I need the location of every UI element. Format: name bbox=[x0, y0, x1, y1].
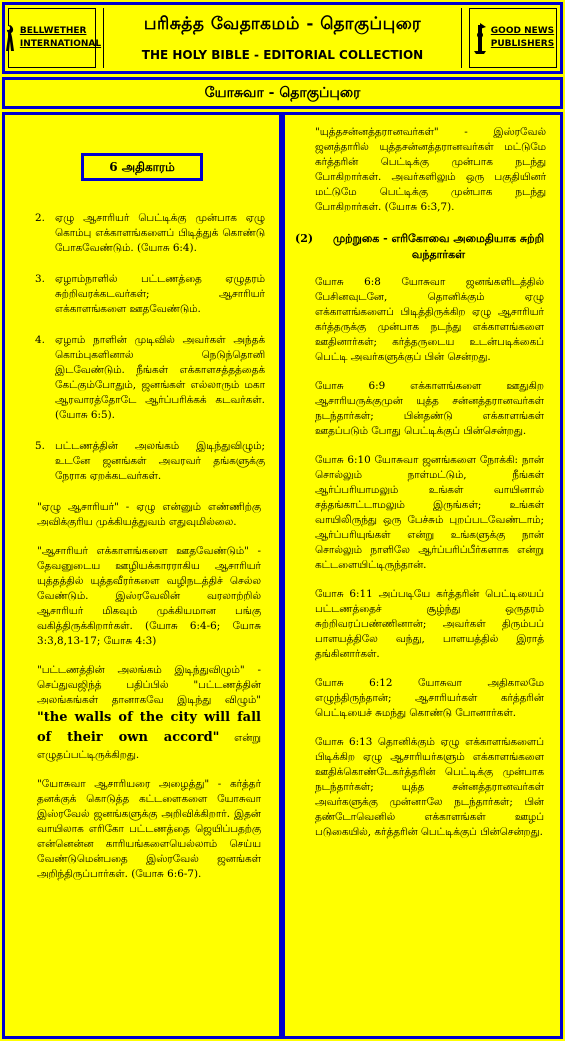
verse-item bbox=[35, 272, 265, 317]
walls-intro: "பட்டணத்தின் அலங்கம் இடிந்துவிழும்" - செப்துவஜிந்த் பதிப்பில் "பட்டணத்தின் அலங்கங்கள் தானாகவே இடிந்து விழும்" bbox=[37, 664, 261, 706]
verse-item bbox=[35, 333, 265, 423]
verse-number: 5. bbox=[35, 440, 45, 452]
right-column bbox=[282, 112, 563, 1039]
scripture-paragraph: யோசு 6:12 யோசுவா அதிகாலமே எழுந்திருந்தான்; ஆசாரியர்கள் கர்த்தரின் பெட்டியைச் சுமந்து கொண்டு போனார்கள். bbox=[315, 677, 544, 719]
publisher-logo-right bbox=[469, 8, 557, 68]
walls-paragraph bbox=[37, 663, 261, 763]
verse-text: ஏழாம்நாளில் பட்டணத்தை ஏழுதரம் சுற்றிவரக்கடவர்கள்; ஆசாரியர் எக்காளங்களை ஊதவேண்டும். bbox=[55, 273, 265, 315]
verse-text: ஏழாம் நாளின் முடிவில் அவர்கள் அந்தக் கொம்புகளினால் நெடுந்தொனி இடவேண்டும். நீங்கள் எக்காளசத்தத்தைக் கேட்கும்போதும், ஜனங்கள் எல்லாரும் மகா ஆரவாரத்தோடே ஆர்ப்பரிக்கக் கடவர்கள். (யோசு 6:5). bbox=[55, 334, 265, 421]
verse-number: 2. bbox=[35, 212, 45, 224]
scripture-paragraph: யோசு 6:9 எக்காளங்களை ஊதுகிற ஆசாரியருக்குமுன் யுத்த சன்னத்தரானவர்கள் நடந்தார்கள்; பின்தண்டு எக்காளங்கள் ஊதப்படும் போது பெட்டிக்குப் பின்சென்றது. bbox=[315, 380, 544, 437]
verse-text: பட்டணத்தின் அலங்கம் இடிந்துவிழும்; உடனே ஜனங்கள் அவரவர் தங்களுக்கு நேராக ஏறக்கடவர்கள். bbox=[55, 440, 265, 482]
chapter-label: 6 அதிகாரம் bbox=[81, 153, 203, 181]
scripture-paragraph: யோசு 6:8 யோசுவா ஜனங்களிடத்தில் பேசினவுடனே, தொனிக்கும் ஏழு எக்காளங்களைப் பிடித்திருக்கிற ஏழு ஆசாரியர் கர்த்தருக்கு முன்பாக நடந்து எக்காளங்களை ஊதினார்கள்; கர்த்தருடைய உடன்படிக்கைப் பெட்டி அவர்களுக்குப் பின் சென்றது. bbox=[315, 276, 544, 363]
scripture-paragraph: யோசு 6:10 யோசுவா ஜனங்களை நோக்கி: நான் சொல்லும் நாள்மட்டும், நீங்கள் ஆர்ப்பரியாமலும் உங்கள் வாயினால் சத்தங்காட்டாமலும் இருங்கள்; உங்கள் வாயிலிருந்து ஒரு பேச்சும் புறப்படவேண்டாம்; ஆர்ப்பரியுங்கள் என்று உங்களுக்கு நான் சொல்லும் நாளிலே ஆர்ப்பரிப்பீர்களாக என்று கட்டளையிட்டிருந்தான். bbox=[315, 454, 544, 571]
logo-right-line-2: PUBLISHERS bbox=[490, 39, 555, 49]
logo-left-line-2: INTERNATIONAL bbox=[19, 39, 102, 49]
herald-trumpet-icon bbox=[472, 21, 488, 55]
logo-left-line-1: BELLWETHER bbox=[19, 26, 87, 36]
logo-right-line-1: GOOD NEWS bbox=[490, 26, 555, 36]
section-number: (2) bbox=[295, 232, 314, 245]
commentary-paragraph: "ஆசாரியர் எக்காளங்களை ஊதவேண்டும்" - தேவனுடைய ஊழியக்காரராகிய ஆசாரியர் யுத்தத்தில் யுத்தவீரர்களை வழிநடத்திச் செல்ல வேண்டும். இஸ்ரவேலின் வரலாற்றில் ஆசாரியர் மிகவும் முக்கியமான பங்கு வகித்திருக்கிறார்கள். (யோசு 6:4-6; யோசு 3:3,8,13-17; யோசு 4:3) bbox=[37, 545, 261, 647]
title-tamil: பரிசுத்த வேதாகமம் - தொகுப்புரை bbox=[143, 14, 422, 34]
header-title-block bbox=[103, 8, 462, 68]
commentary-paragraph: "ஏழு ஆசாரியர்" - ஏழு என்னும் எண்ணிற்கு அவிக்குரிய முக்கியத்துவம் எதுவுமில்லை. bbox=[37, 501, 261, 528]
verse-item bbox=[35, 439, 265, 484]
title-english: THE HOLY BIBLE - EDITORIAL COLLECTION bbox=[141, 48, 424, 62]
verse-item bbox=[35, 211, 265, 256]
section-heading bbox=[295, 231, 548, 263]
commentary-paragraph: "யுத்தசன்னத்தரானவர்கள்" - இஸ்ரவேல் ஜனத்தாரில் யுத்தசன்னத்தரானவர்கள் மட்டுமே கர்த்தரின் பெட்டிக்கு முன்பாக நடந்து போகிறார்கள். அவர்களிலும் ஒரு பகுதியினர் மட்டுமே பெட்டிக்கு முன்பாக நடந்து போகிறார்கள். (யோசு 6:3,7). bbox=[315, 126, 546, 213]
verse-number: 4. bbox=[35, 334, 45, 346]
commentary-paragraph: "யோசுவா ஆசாரியரை அழைத்து" - கர்த்தர் தனக்குக் கொடுத்த கட்டளைகளை யோசுவா இஸ்ரவேல் ஜனங்களுக்கு அறிவிக்கிறார். இதன் வாயிலாக எரிகோ பட்டணத்தை ஜெயிப்பதற்கு என்னென்ன காரியங்களையெல்லாம் செய்ய வேண்டுமென்பதை இஸ்ரவேல் ஜனங்கள் அறிந்திருப்பார்கள். (யோசு 6:6-7). bbox=[37, 778, 261, 880]
walls-outro: என்று எழுதப்பட்டிருக்கிறது. bbox=[37, 732, 261, 761]
section-title: முற்றுகை - எரிகோவை அமைதியாக சுற்றி வந்தார்கள் bbox=[332, 232, 545, 261]
verse-text: ஏழு ஆசாரியர் பெட்டிக்கு முன்பாக ஏழு கொம்பு எக்காளங்களைப் பிடித்துக் கொண்டு போகவேண்டும். (யோசு 6:4). bbox=[55, 212, 265, 254]
ram-silhouette-icon bbox=[3, 23, 17, 53]
verse-list bbox=[5, 211, 265, 484]
scripture-paragraph: யோசு 6:11 அப்படியே கர்த்தரின் பெட்டியைப் பட்டணத்தைச் சூழ்ந்து ஒருதரம் சுற்றிவரப்பண்ணினான்; அவர்கள் திரும்பப் பாளயத்திலே வந்து, பாளயத்தில் இராத் தங்கினார்கள். bbox=[315, 588, 544, 660]
publisher-logo-left bbox=[8, 8, 102, 68]
page-header bbox=[2, 2, 563, 74]
book-subtitle: யோசுவா - தொகுப்புரை bbox=[2, 77, 563, 109]
verse-number: 3. bbox=[35, 273, 45, 285]
walls-english-quote: "the walls of the city will fall of their own accord" bbox=[37, 710, 261, 745]
left-column bbox=[2, 112, 282, 1039]
scripture-paragraph: யோசு 6:13 தொனிக்கும் ஏழு எக்காளங்களைப் பிடிக்கிற ஏழு ஆசாரியர்களும் எக்காளங்களை ஊதிக்கொண்டேகர்த்தரின் பெட்டிக்கு முன்பாக நடந்தார்கள்; யுத்த சன்னத்தரானவர்கள் அவர்களுக்கு முன்னாலே நடந்தார்கள்; பின் தண்டோவெனில் எக்காளங்கள் ஊழப் படுகையில், கர்த்தரின் பெட்டிக்குப் பின்சென்றது. bbox=[315, 736, 544, 838]
